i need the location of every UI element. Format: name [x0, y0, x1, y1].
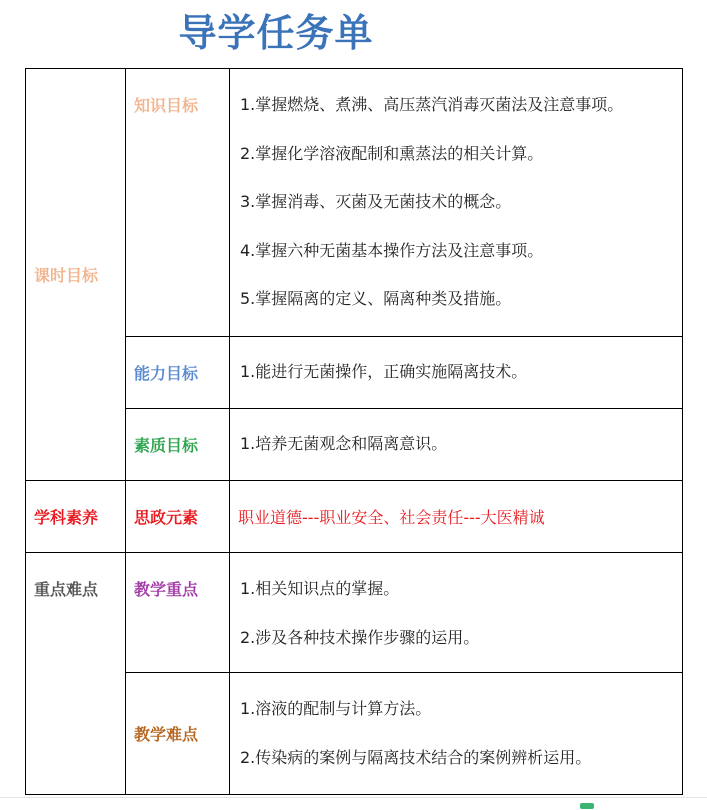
page-title: 导学任务单 — [178, 11, 374, 55]
ideology-text: 职业道德---职业安全、社会责任---大医精诚 — [230, 481, 683, 553]
list-item: 2.传染病的案例与隔离技术结合的案例辨析运用。 — [240, 747, 592, 767]
list-item: 2.涉及各种技术操作步骤的运用。 — [240, 627, 480, 647]
teaching-difficult-label: 教学难点 — [126, 673, 230, 795]
ideology-label: 思政元素 — [126, 481, 230, 553]
task-table — [25, 68, 683, 795]
quality-goal-items — [230, 409, 683, 481]
row-knowledge-goal — [26, 69, 683, 337]
teaching-difficult-items — [230, 673, 683, 795]
subject-literacy-label: 学科素养 — [26, 481, 126, 553]
knowledge-goal-label: 知识目标 — [134, 96, 199, 115]
quality-goal-label: 素质目标 — [126, 409, 230, 481]
list-item: 1.能进行无菌操作，正确实施隔离技术。 — [240, 362, 528, 382]
ability-goal-label: 能力目标 — [126, 337, 230, 409]
list-item: 3.掌握消毒、灭菌及无菌技术的概念。 — [240, 192, 512, 212]
knowledge-goal-cell — [126, 69, 230, 337]
row-subject-literacy — [26, 481, 683, 553]
list-item: 2.掌握化学溶液配制和熏蒸法的相关计算。 — [240, 143, 544, 163]
teaching-key-label: 教学重点 — [134, 580, 199, 599]
list-item: 4.掌握六种无菌基本操作方法及注意事项。 — [240, 240, 544, 260]
corner-mark — [580, 803, 594, 809]
knowledge-goal-items — [230, 69, 683, 337]
list-item: 1.溶液的配制与计算方法。 — [240, 699, 432, 718]
key-difficult-label: 重点难点 — [34, 580, 99, 599]
list-item: 5.掌握隔离的定义、隔离种类及措施。 — [240, 289, 512, 309]
row-teaching-key — [26, 553, 683, 673]
lesson-goal-label: 课时目标 — [26, 69, 126, 481]
list-item: 1.相关知识点的掌握。 — [240, 579, 400, 598]
key-difficult-cell — [26, 553, 126, 795]
list-item: 1.掌握燃烧、煮沸、高压蒸汽消毒灭菌法及注意事项。 — [240, 95, 624, 115]
teaching-key-items — [230, 553, 683, 673]
ability-goal-items — [230, 337, 683, 409]
teaching-key-cell — [126, 553, 230, 673]
list-item: 1.培养无菌观念和隔离意识。 — [240, 434, 448, 454]
bottom-divider — [0, 797, 707, 798]
